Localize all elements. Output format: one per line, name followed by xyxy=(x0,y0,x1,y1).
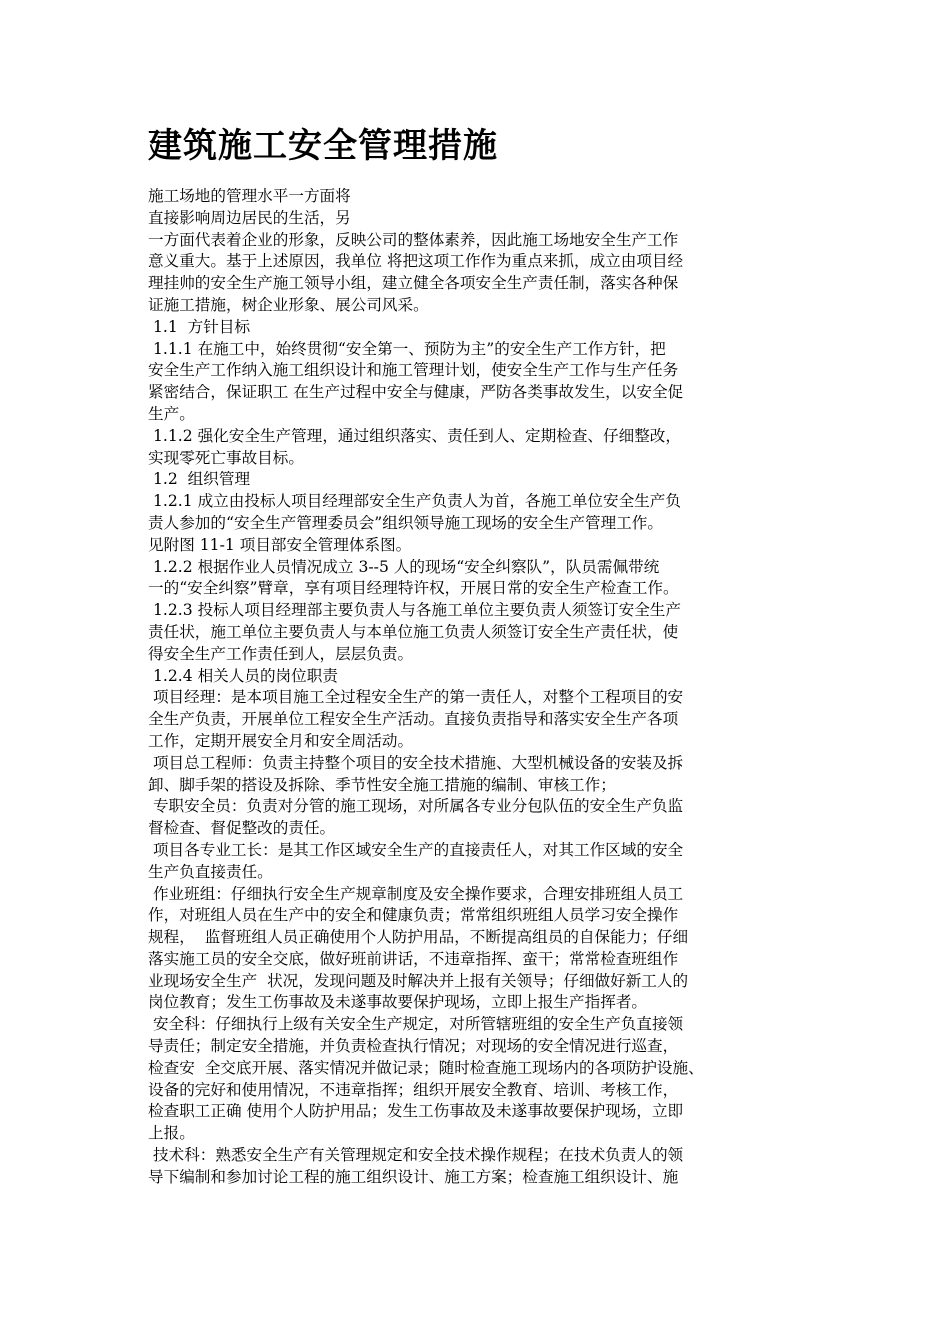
text-line: 一的“安全纠察”臂章，享有项目经理特许权，开展日常的安全生产检查工作。 xyxy=(148,579,679,598)
text-line: 专职安全员：负责对分管的施工现场，对所属各专业分包队伍的安全生产负监 xyxy=(148,797,684,816)
document-page xyxy=(148,118,812,1189)
text-line: 意义重大。基于上述原因，我单位 将把这项工作作为重点来抓，成立由项目经 xyxy=(148,252,684,271)
text-line: 1.2.1 成立由投标人项目经理部安全生产负责人为首，各施工单位安全生产负 xyxy=(148,492,681,511)
text-line: 1.2 组织管理 xyxy=(148,470,251,489)
text-line: 安全科：仔细执行上级有关安全生产规定，对所管辖班组的安全生产负直接领 xyxy=(148,1015,684,1034)
text-line: 1.2.4 相关人员的岗位职责 xyxy=(148,666,338,685)
text-line: 项目总工程师：负责主持整个项目的安全技术措施、大型机械设备的安装及拆 xyxy=(148,753,684,772)
text-line: 紧密结合，保证职工 在生产过程中安全与健康，严防各类事故发生，以安全促 xyxy=(148,383,684,402)
text-line: 施工场地的管理水平一方面将 xyxy=(148,187,351,205)
text-line: 责任状，施工单位主要负责人与本单位施工负责人须签订安全生产责任状，使 xyxy=(148,622,679,641)
text-line: 落实施工员的安全交底，做好班前讲话，不违章指挥、蛮干；常常检查班组作 xyxy=(148,949,679,968)
text-line: 生产。 xyxy=(148,404,195,423)
text-line: 检查安 全交底开展、落实情况并做记录；随时检查施工现场内的各项防护设施、 xyxy=(148,1058,704,1077)
text-line: 1.1.2 强化安全生产管理，通过组织落实、责任到人、定期检查、仔细整改， xyxy=(148,426,681,445)
text-line: 直接影响周边居民的生活，另 xyxy=(148,208,351,227)
text-line: 1.1 方针目标 xyxy=(148,317,251,336)
text-line: 岗位教育；发生工伤事故及未遂事故要保护现场，立即上报生产指挥者。 xyxy=(148,993,648,1012)
text-line: 规程， 监督班组人员正确使用个人防护用品，不断提高组员的自保能力；仔细 xyxy=(148,928,689,947)
text-line: 工作，定期开展安全月和安全周活动。 xyxy=(148,731,414,750)
text-line: 导责任；制定安全措施，并负责检查执行情况；对现场的安全情况进行巡查， xyxy=(148,1037,679,1056)
text-line: 证施工措施，树企业形象、展公司风采。 xyxy=(148,295,429,314)
text-line: 全生产负责，开展单位工程安全生产活动。直接负责指导和落实安全生产各项 xyxy=(148,710,679,729)
text-line: 实现零死亡事故目标。 xyxy=(148,448,304,467)
text-line: 作业班组：仔细执行安全生产规章制度及安全操作要求，合理安排班组人员工 xyxy=(148,884,684,903)
text-line: 生产负直接责任。 xyxy=(148,862,273,881)
document-body xyxy=(148,186,812,1189)
text-line: 技术科：熟悉安全生产有关管理规定和安全技术操作规程；在技术负责人的领 xyxy=(148,1146,684,1165)
text-line: 1.1.1 在施工中，始终贯彻“安全第一、预防为主”的安全生产工作方针，把 xyxy=(148,339,666,358)
text-line: 项目各专业工长：是其工作区域安全生产的直接责任人，对其工作区域的安全 xyxy=(148,840,684,859)
text-line: 安全生产工作纳入施工组织设计和施工管理计划，使安全生产工作与生产任务 xyxy=(148,361,679,380)
text-line: 导下编制和参加讨论工程的施工组织设计、施工方案；检查施工组织设计、施 xyxy=(148,1167,679,1186)
text-line: 理挂帅的安全生产施工领导小组，建立健全各项安全生产责任制，落实各种保 xyxy=(148,274,679,293)
document-title: 建筑施工安全管理措施 xyxy=(148,126,498,166)
text-line: 设备的完好和使用情况，不违章指挥；组织开展安全教育、培训、考核工作， xyxy=(148,1080,679,1099)
text-line: 1.2.3 投标人项目经理部主要负责人与各施工单位主要负责人须签订安全生产 xyxy=(148,601,681,620)
text-line: 得安全生产工作责任到人，层层负责。 xyxy=(148,644,414,663)
text-line: 上报。 xyxy=(148,1124,195,1143)
text-line: 检查职工正确 使用个人防护用品；发生工伤事故及未遂事故要保护现场，立即 xyxy=(148,1102,684,1121)
text-line: 项目经理：是本项目施工全过程安全生产的第一责任人，对整个工程项目的安 xyxy=(148,688,684,707)
text-line: 一方面代表着企业的形象，反映公司的整体素养，因此施工场地安全生产工作 xyxy=(148,230,679,249)
text-line: 责人参加的“安全生产管理委员会”组织领导施工现场的安全生产管理工作。 xyxy=(148,513,663,532)
text-line: 督检查、督促整改的责任。 xyxy=(148,819,336,838)
text-line: 见附图 11-1 项目部安全管理体系图。 xyxy=(148,535,412,554)
text-line: 业现场安全生产 状况，发现问题及时解决并上报有关领导；仔细做好新工人的 xyxy=(148,971,689,990)
text-line: 1.2.2 根据作业人员情况成立 3--5 人的现场“安全纠察队”，队员需佩带统 xyxy=(148,557,660,576)
text-line: 作，对班组人员在生产中的安全和健康负责；常常组织班组人员学习安全操作 xyxy=(148,906,679,925)
text-line: 卸、脚手架的搭设及拆除、季节性安全施工措施的编制、审核工作； xyxy=(148,775,616,794)
